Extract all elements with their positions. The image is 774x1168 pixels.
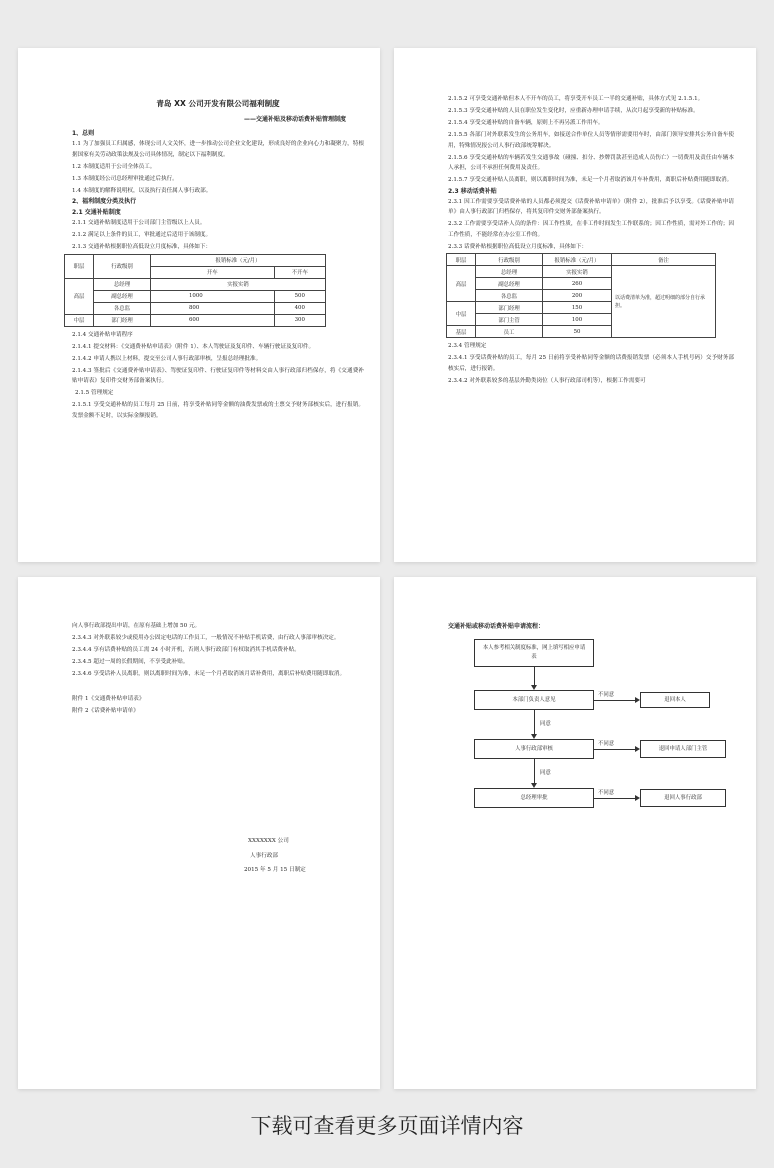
flow-step-apply: 本人参考相关制度标准，网上填写相应申请表 [474,639,594,667]
table-cell: 实报实销 [543,266,612,278]
table-header: 职层 [447,254,476,266]
paragraph: 向人事行政部提出申请，在原有基础上增加 50 元。 [72,623,201,629]
table-cell: 260 [543,278,612,290]
document-page-4 [394,577,756,1089]
phone-subsidy-table [446,253,716,338]
signature-department: 人事行政部 [250,853,278,859]
table-header: 行政级别 [476,254,543,266]
table-header: 开车 [151,266,275,278]
download-more-banner: 下载可查看更多页面详情内容 [250,1114,524,1138]
table-note-cell: 以话费清单为准，超过明细的部分自行承担。 [612,266,716,338]
subsection-heading: 2.3 移动话费补贴 [448,187,497,195]
flow-step-hr-review: 人事行政部审核 [474,739,594,759]
flow-connector [534,710,535,736]
table-cell: 各总监 [476,290,543,302]
document-page-3 [18,577,380,1089]
table-cell: 基层 [447,326,476,338]
table-cell: 800 [151,302,275,314]
paragraph: 2.3.4.4 享有话费补贴的员工需 24 小时开机，否则人事行政部门有权取消其手机话费补贴。 [72,646,300,653]
paragraph: 2.1.3 交通补贴根据职位高低设立月度标准，具体如下： [72,244,212,251]
flow-connector [594,700,636,701]
flow-connector [534,667,535,687]
flow-step-gm-approval: 总经理审批 [474,788,594,808]
document-title: 青岛 XX 公司开发有限公司福利制度 [156,99,280,108]
paragraph: 2.1.4.1 提交材料：《交通费补贴申请表》（附件 1）、本人驾驶证及复印件、车辆行驶证及复印件。 [72,343,315,350]
table-cell: 1000 [151,290,275,302]
paragraph: 2.3.4.3 对外联系较少或使用办公固定电话的工作员工，一般情况不补贴手机话费，由行政人事部审核决定。 [72,634,340,641]
flow-connector [534,759,535,785]
flow-label-disagree: 不同意 [598,790,615,796]
flow-connector [594,798,636,799]
paragraph: 2.3.4.5 超过一周的长假期间，不享受此补贴。 [72,658,189,665]
paragraph: 2.3.4 管理规定 [448,343,487,350]
table-header: 备注 [612,254,716,266]
table-cell: 副总经理 [476,278,543,290]
flow-label-agree: 同意 [540,721,551,727]
table-header: 报销标准（元/月） [543,254,612,266]
table-cell: 员工 [476,326,543,338]
flow-step-dept-opinion: 本部门负责人意见 [474,690,594,710]
table-header: 职层 [65,254,94,278]
table-cell: 副总经理 [94,290,151,302]
table-cell: 高层 [65,278,94,314]
table-header: 报销标准（元/月） [151,254,326,266]
transport-subsidy-table [64,254,326,327]
paragraph: 2.1.5.3 享受交通补贴的人员在职位发生变化时，应重新办理申请手续，从次月起享受新的补贴标准。 [448,107,699,114]
paragraph: 1.2 本制度适用于公司全体员工。 [72,163,156,170]
flow-reject-dept-head: 退回申请人部门主管 [640,740,726,758]
table-cell: 200 [543,290,612,302]
paragraph: 2.3.3 话费补贴根据职位高低设立月度标准，具体如下： [448,243,588,250]
attachment-line: 附件 2《话费补贴申请单》 [72,707,139,714]
paragraph: 2.1.5.7 享受交通补贴人员离职，则以离职时间为准，未足一个月者取消该月车补费用，离职后补贴费用随即取消。 [448,177,733,184]
paragraph: 2.1.2 满足以上条件的员工，审批通过后适用于该制度。 [72,232,212,239]
table-cell: 高层 [447,266,476,302]
flow-label-disagree: 不同意 [598,692,615,698]
paragraph: 2.1.5.6 享受交通补贴的车辆若发生交通事故（碰撞、扣分、抄牌罚款甚至造成人员伤亡）一切费用及责任由车辆本人承担，公司不承担任何费用及责任。 [448,154,734,172]
table-cell: 部门主管 [476,314,543,326]
paragraph: 2.3.1 因工作需要享受话费补贴的人员都必须提交《话费补贴申请单》（附件 2），批准后予以享受。《话费补贴申请单》由人事行政部门归档保存，将其复印件交财务部备案执行。 [448,198,734,216]
table-cell: 100 [543,314,612,326]
flowchart-title: 交通补贴或移动话费补贴申请流程： [448,623,545,630]
document-page-2 [394,48,756,562]
document-page-1 [18,48,380,562]
flow-connector [594,749,636,750]
table-header: 不开车 [274,266,325,278]
paragraph: 2.3.2 工作需要享受话补人员的条件：因工作性质，在非工作时间发生工作联系的；因工作性质，需对外工作的；因工作性质，不能经常在办公室工作的。 [448,221,734,238]
paragraph: 1.4 本制度的解释说明权，以及执行责任属人事行政部。 [72,187,212,194]
table-cell: 部门经理 [476,302,543,314]
table-cell: 实报实销 [151,278,326,290]
table-header: 行政级别 [94,254,151,278]
table-cell: 400 [274,302,325,314]
paragraph: 2.1.4.3 签批后《交通费补贴申请表》、驾驶证复印件、行驶证复印件等材料交由人事行政部归档保存，将《交通费补贴申请表》复印件交财务部备案执行。 [72,367,364,385]
section-heading: 1、总则 [72,130,95,137]
flow-label-agree: 同意 [540,770,551,776]
table-cell: 中层 [447,302,476,326]
flow-reject-self: 退回本人 [640,692,710,708]
paragraph: 2.3.4.6 享受话补人员离职，则以离职时间为准，未足一个月者取消该月话补费用，离职后补贴费用随即取消。 [72,670,346,677]
paragraph: 1.3 本制度经公司总经理审批通过后执行。 [72,175,178,182]
flow-reject-hr: 退回人事行政部 [640,789,726,807]
table-cell: 150 [543,302,612,314]
paragraph: 2.1.5.4 享受交通补贴的自备车辆，原则上不再另派工作用车。 [448,119,604,126]
paragraph: 2.1.5.1 享受交通补贴的员工每月 25 日前，将享受补贴同等金额的油费发票或的士票交予财务部核实后，进行报销。发票金额不足时，以实际金额报销。 [72,402,364,419]
paragraph: 2.3.4.1 享受话费补贴的员工，每月 25 日前将享受补贴同等金额的话费报销发票（必须本人手机号码）交予财务部核实后，进行报销。 [448,355,734,373]
table-cell: 中层 [65,314,94,326]
flow-label-disagree: 不同意 [598,741,615,747]
paragraph: 2.1.5 管理规定 [75,390,114,397]
table-cell: 总经理 [476,266,543,278]
paragraph: 2.3.4.2 对外联系较多的基层外勤类岗位（人事行政部司机等），根据工作需要可 [448,378,646,385]
table-cell: 各总监 [94,302,151,314]
paragraph: 2.1.5.5 各部门对外联系发生的公务用车，如接送合作单位人员等情形需要用车时，由部门领导安排其公务自备车使用，特殊情况报公司人事行政部统筹解决。 [448,131,734,149]
attachment-line: 附件 1《交通费补贴申请表》 [72,695,145,702]
paragraph: 2.1.4 交通补贴申请程序 [72,331,133,338]
paragraph: 2.1.5.2 可享受交通补贴但本人不开车的员工，将享受开车员工一半的交通补贴，具体方式见 2.1.5.1。 [448,96,704,102]
table-cell: 600 [151,314,275,326]
signature-date: 2015 年 5 月 15 日制定 [244,867,306,873]
table-cell: 总经理 [94,278,151,290]
table-cell: 部门经理 [94,314,151,326]
table-cell: 50 [543,326,612,338]
table-cell: 300 [274,314,325,326]
section-heading: 2、福利制度分类及执行 [72,198,137,206]
paragraph: 2.1.4.2 申请人携以上材料，提交至公司人事行政部审核，呈报总经理批准。 [72,355,262,362]
paragraph: 2.1.1 交通补贴制度适用于公司部门主管级以上人员。 [72,220,206,227]
document-subtitle: ——交通补贴及移动话费补贴管理制度 [243,116,346,123]
subsection-heading: 2.1 交通补贴制度 [72,209,121,217]
paragraph: 1.1 为了加强员工归属感，体现公司人文关怀，进一步推动公司企业文化建设，形成良好的企业向心力和凝聚力，特根据国家有关劳动政策法规及公司具体情况，制定以下福利制度。 [72,141,364,158]
table-cell: 500 [274,290,325,302]
signature-company: XXXXXXX 公司 [248,838,289,844]
